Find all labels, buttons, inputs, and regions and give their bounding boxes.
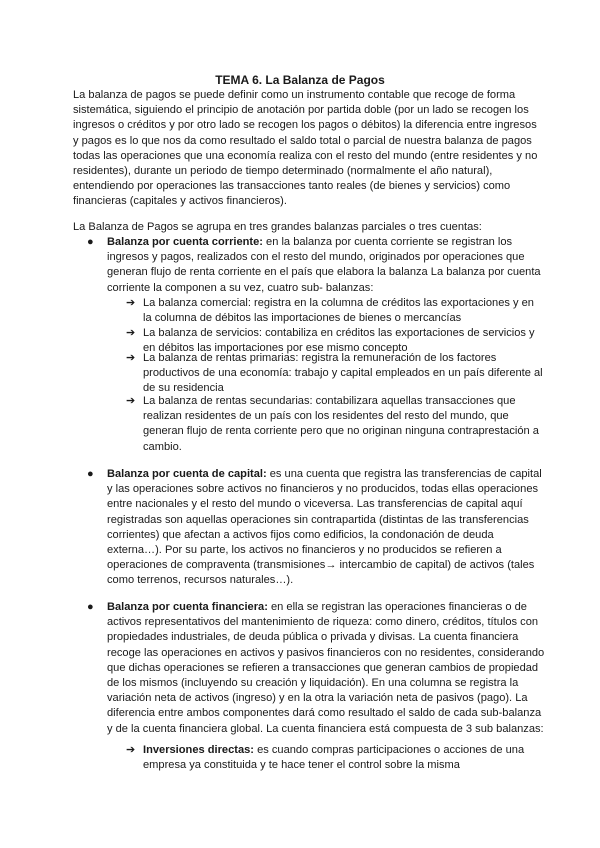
page-title: TEMA 6. La Balanza de Pagos: [215, 73, 385, 87]
groups-intro: La Balanza de Pagos se agrupa en tres grandes balanzas parciales o tres cuentas:: [73, 221, 482, 233]
arrow-icon: ➔: [126, 744, 136, 756]
corriente-sub-item: La balanza de rentas secundarias: contabilizara aquellas transacciones que realizan residentes de un país con los residentes del resto del mundo, que generan flujo de renta corriente pero que no originan ninguna contraprestación a cambio.: [143, 395, 539, 453]
financiera-label: Balanza por cuenta financiera:: [107, 601, 268, 613]
capital-item: [107, 467, 547, 589]
arrow-icon: ➔: [126, 327, 136, 339]
financiera-sub-text: es cuando compras participaciones o acciones de una empresa ya constituida y te hace tener el control sobre la misma: [143, 744, 525, 772]
financiera-sub-label: Inversiones directas:: [143, 744, 254, 756]
capital-label: Balanza por cuenta de capital:: [107, 468, 267, 480]
arrow-icon: ➔: [126, 352, 136, 364]
arrow-icon: ➔: [126, 297, 136, 309]
financiera-sub-item: [143, 743, 545, 773]
financiera-text: en ella se registran las operaciones financieras o de activos representativos del mantenimiento de riqueza: como dinero, créditos, títulos con propiedades industriales, de deuda pública o privada y divisas. La cuenta financiera recoge las operaciones en activos y pasivos financieros con no residentes, considerando que dichas operaciones se refieren a transacciones que generan cambios de propiedad de los mismos (incluyendo su creación y liquidación). En una columna se registra la variación neta de activos (ingreso) y en la otra la variación neta de pasivos (pago). La diferencia entre ambos componentes dará como resultado el saldo de cada sub-balanza y de la cuenta financiera global. La cuenta financiera está compuesta de 3 sub balanzas:: [107, 601, 545, 735]
bullet-icon: ●: [87, 601, 94, 613]
bullet-icon: ●: [87, 468, 94, 480]
corriente-sub-item: La balanza de servicios: contabiliza en créditos las exportaciones de servicios y en débitos las importaciones por ese mismo concepto: [143, 327, 535, 355]
intro-paragraph: La balanza de pagos se puede definir como un instrumento contable que recoge de forma sistemática, siguiendo el principio de anotación por partida doble (por un lado se recogen los ingresos o créditos y por otro lado se recogen los pagos o débitos) la diferencia entre ingresos y pagos es lo que nos da como resultado el saldo total o parcial de nuestra balanza de pagos todas las operaciones que una economía realiza con el resto del mundo (entre residentes y no residentes), durante un periodo de tiempo determinado (normalmente el año natural), entendiendo por operaciones las transacciones tanto reales (de bienes y servicios) como financieras (capitales y activos financieros).: [73, 89, 538, 208]
arrow-icon: ➔: [126, 395, 136, 407]
corriente-sub-item: La balanza comercial: registra en la columna de créditos las exportaciones y en la columna de débitos las importaciones de bienes o mercancías: [143, 297, 534, 325]
corriente-label: Balanza por cuenta corriente:: [107, 236, 263, 248]
corriente-item: [107, 235, 547, 296]
corriente-sub-item: La balanza de rentas primarias: registra la remuneración de los factores productivos de una economía: trabajo y capital empleados en un país diferente al de su residencia: [143, 352, 543, 395]
corriente-text: en la balanza por cuenta corriente se registran los ingresos y pagos, realizados con el resto del mundo, originados por operaciones que generan flujo de renta corriente en el país que elabora la balanza La balanza por cuenta corriente la componen a su vez, cuatro sub- balanzas:: [107, 236, 541, 294]
capital-text: es una cuenta que registra las transferencias de capital y las operaciones sobre activos no financieros y no producidos, todas ellas operaciones entre nacionales y el resto del mundo o viceversa. Las transferencias de capital aquí registradas son aquellas operaciones sin contrapartida (distintas de las transferencias corrientes) que afectan a activos fijos como edificios, la condonación de deuda externa…). Por su parte, los activos no financieros y no producidos se refieren a operaciones de compraventa (transmisiones→ intercambio de capital) de activos (tales como terrenos, recursos naturales…).: [107, 468, 542, 587]
financiera-item: [107, 600, 547, 737]
bullet-icon: ●: [87, 236, 94, 248]
